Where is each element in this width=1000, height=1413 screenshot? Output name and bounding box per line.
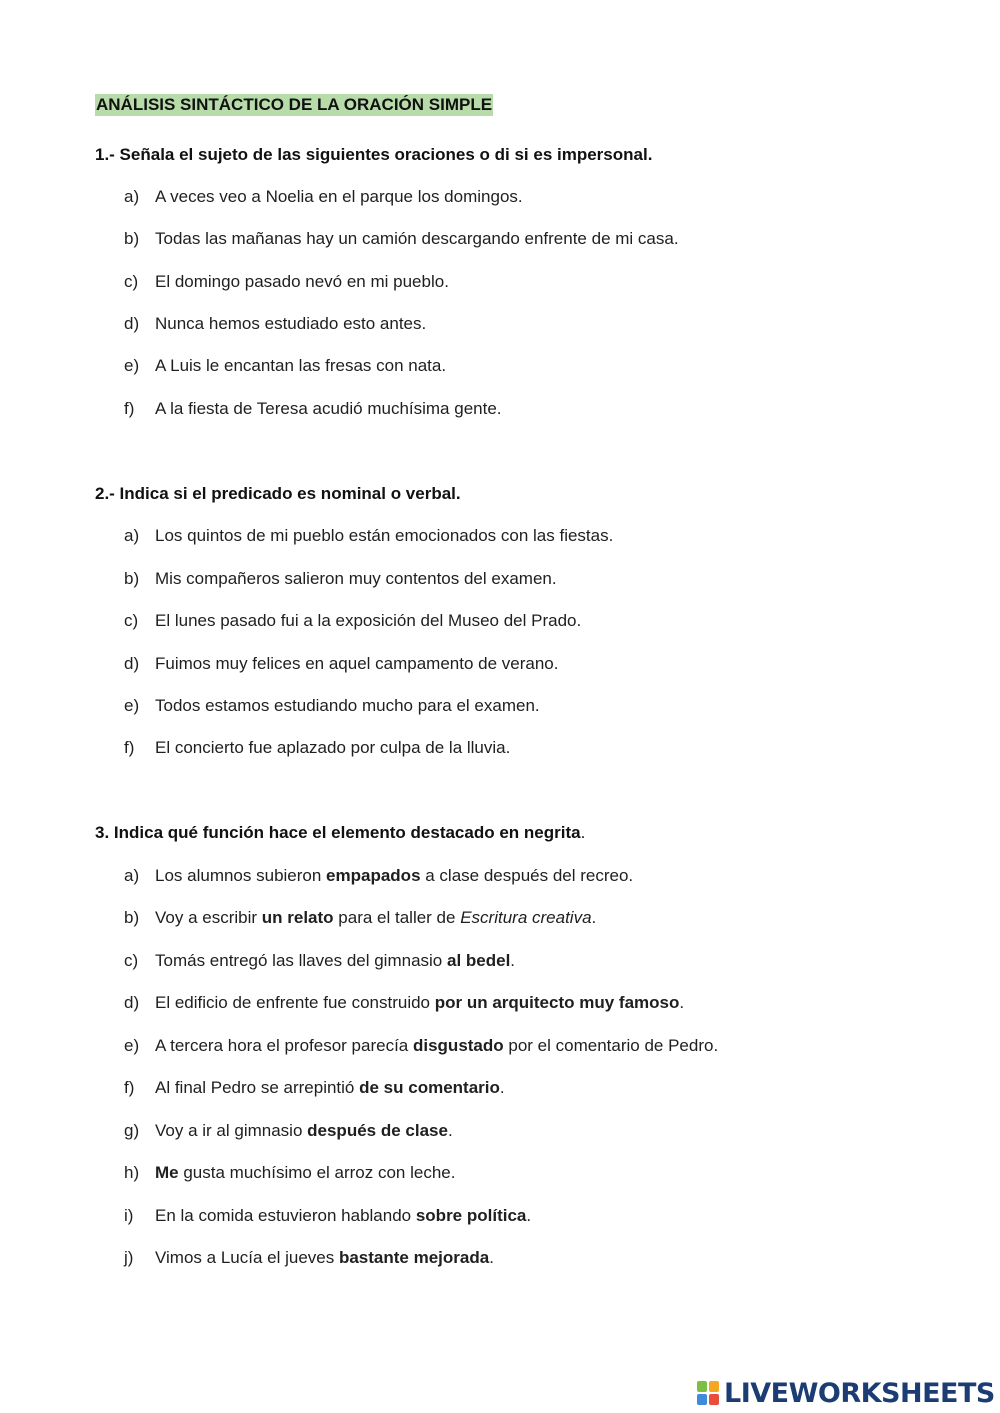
list-item: c) Tomás entregó las llaves del gimnasio al bedel. — [124, 951, 516, 970]
page-title: ANÁLISIS SINTÁCTICO DE LA ORACIÓN SIMPLE — [96, 95, 493, 114]
watermark-text: LIVEWORKSHEETS — [724, 1378, 995, 1409]
list-item: a) Los quintos de mi pueblo están emocionados con las fiestas. — [124, 526, 614, 545]
list-item: b) Todas las mañanas hay un camión descargando enfrente de mi casa. — [124, 229, 679, 248]
liveworksheets-logo-icon — [697, 1381, 721, 1407]
section-3-heading: 3. Indica qué función hace el elemento destacado en negrita. — [95, 823, 586, 842]
list-item: c) El lunes pasado fui a la exposición del Museo del Prado. — [124, 611, 582, 630]
list-item: a) Los alumnos subieron empapados a clase después del recreo. — [124, 866, 634, 885]
liveworksheets-logo — [697, 1378, 995, 1410]
list-item: i) En la comida estuvieron hablando sobre política. — [124, 1206, 532, 1225]
list-item: e) Todos estamos estudiando mucho para el examen. — [124, 696, 540, 715]
list-item: g) Voy a ir al gimnasio después de clase. — [124, 1121, 453, 1140]
section-1-heading: 1.- Señala el sujeto de las siguientes oraciones o di si es impersonal. — [95, 145, 653, 164]
list-item: h) Me gusta muchísimo el arroz con leche. — [124, 1163, 456, 1182]
list-item: f) El concierto fue aplazado por culpa de la lluvia. — [124, 738, 511, 757]
section-2-heading: 2.- Indica si el predicado es nominal o verbal. — [95, 484, 461, 503]
list-item: a) A veces veo a Noelia en el parque los domingos. — [124, 187, 523, 206]
list-item: d) El edificio de enfrente fue construido por un arquitecto muy famoso. — [124, 993, 685, 1012]
list-item: j) Vimos a Lucía el jueves bastante mejorada. — [124, 1248, 494, 1267]
list-item: e) A Luis le encantan las fresas con nata. — [124, 356, 447, 375]
list-item: e) A tercera hora el profesor parecía disgustado por el comentario de Pedro. — [124, 1036, 719, 1055]
list-item: b) Voy a escribir un relato para el taller de Escritura creativa. — [124, 908, 597, 927]
list-item: b) Mis compañeros salieron muy contentos del examen. — [124, 569, 557, 588]
list-item: f) A la fiesta de Teresa acudió muchísima gente. — [124, 399, 502, 418]
list-item: d) Nunca hemos estudiado esto antes. — [124, 314, 427, 333]
list-item: f) Al final Pedro se arrepintió de su comentario. — [124, 1078, 505, 1097]
list-item: d) Fuimos muy felices en aquel campamento de verano. — [124, 654, 559, 673]
list-item: c) El domingo pasado nevó en mi pueblo. — [124, 272, 449, 291]
